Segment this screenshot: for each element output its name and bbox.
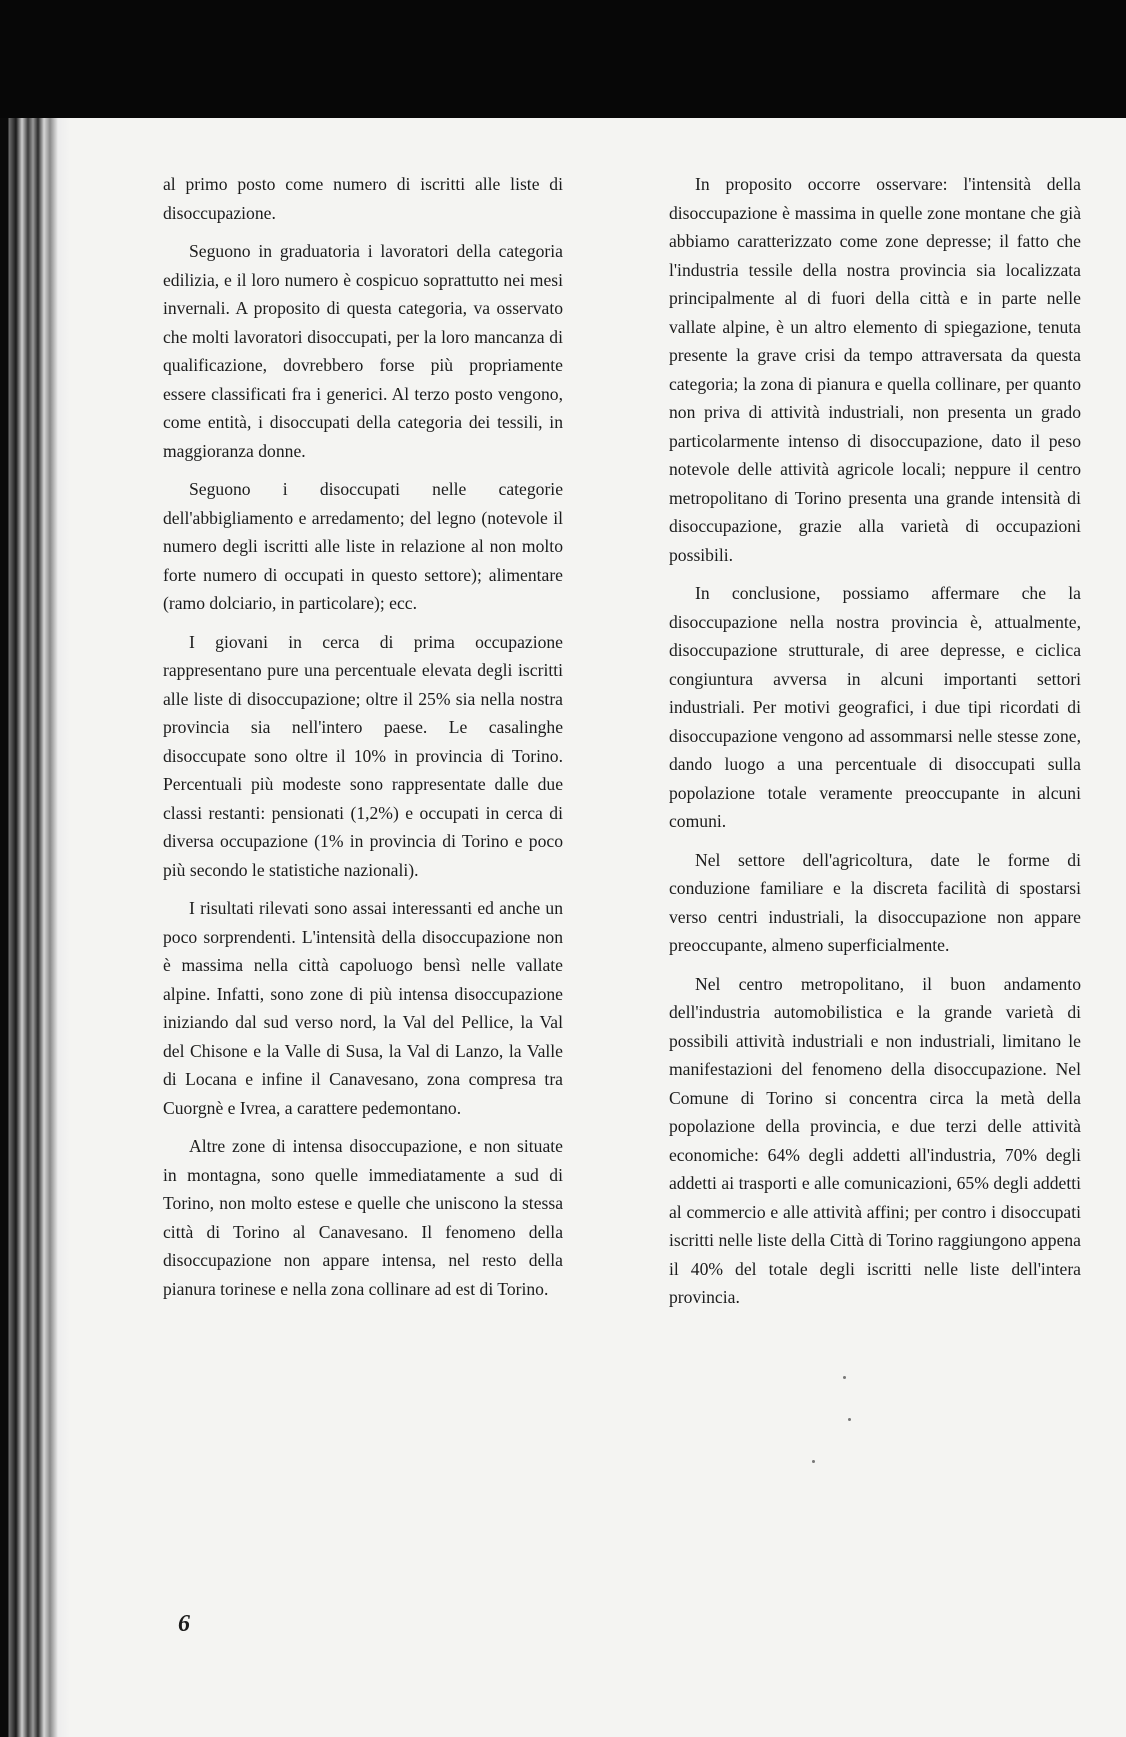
paragraph: Nel settore dell'agricoltura, date le forme di conduzione familiare e la discreta facilità di spostarsi verso centri industriali, la disoccupazione non appare preoccupante, almeno superficialmente. xyxy=(669,849,1081,955)
right-text-column xyxy=(669,170,1081,1322)
paragraph: I risultati rilevati sono assai interessanti ed anche un poco sorprendenti. L'intensità della disoccupazione non è massima nella città capoluogo bensì nelle vallate alpine. Infatti, sono zone di più intensa disoccupazione iniziando dal sud verso nord, la Val del Pellice, la Val del Chisone e la Valle di Susa, la Val di Lanzo, la Valle di Locana e infine il Canavesano, zona compresa tra Cuorgnè e Ivrea, a carattere pedemontano. xyxy=(163,898,563,1118)
paragraph: In proposito occorre osservare: l'intensità della disoccupazione è massima in quelle zone montane che già abbiamo caratterizzato come zone depresse; il fatto che l'industria tessile della nostra provincia sia localizzata principalmente al di fuori della città e in parte nelle vallate alpine, è un altro elemento di spiegazione, tenuta presente la grave crisi da tempo attraversata da questa categoria; la zona di pianura e quella collinare, per quanto non priva di attività industriali, non presenta un grado particolarmente intenso di disoccupazione, dato il peso notevole delle attività agricole locali; neppure il centro metropolitano di Torino presenta una grande intensità di disoccupazione, grazie alla varietà di occupazioni possibili. xyxy=(669,174,1081,565)
scan-top-border xyxy=(0,0,1126,118)
paragraph: al primo posto come numero di iscritti alle liste di disoccupazione. xyxy=(163,174,563,223)
book-binding-edge xyxy=(0,118,70,1737)
paragraph: I giovani in cerca di prima occupazione rappresentano pure una percentuale elevata degli iscritti alle liste di disoccupazione; oltre il 25% sia nella nostra provincia sia nell'intero paese. Le casalinghe disoccupate sono oltre il 10% in provincia di Torino. Percentuali più modeste sono rappresentate dalle due classi restanti: pensionati (1,2%) e occupati in cerca di diversa occupazione (1% in provincia di Torino e poco più secondo le statistiche nazionali). xyxy=(163,631,563,880)
scan-speck xyxy=(848,1418,851,1421)
paragraph: Seguono in graduatoria i lavoratori della categoria edilizia, e il loro numero è cospicuo soprattutto nei mesi invernali. A proposito di questa categoria, va osservato che molti lavoratori disoccupati, per la loro mancanza di qualificazione, dovrebbero forse più propriamente essere classificati fra i generici. Al terzo posto vengono, come entità, i disoccupati della categoria dei tessili, in maggioranza donne. xyxy=(163,241,563,461)
scan-speck xyxy=(843,1376,846,1379)
paragraph: Seguono i disoccupati nelle categorie dell'abbigliamento e arredamento; del legno (notevole il numero degli iscritti alle liste in relazione al non molto forte numero di occupati in questo settore); alimentare (ramo dolciario, in particolare); ecc. xyxy=(163,479,563,613)
paragraph: Nel centro metropolitano, il buon andamento dell'industria automobilistica e la grande varietà di possibili attività industriali e non industriali, limitano le manifestazioni del fenomeno della disoccupazione. Nel Comune di Torino si concentra circa la metà della popolazione della provincia, e due terzi delle attività economiche: 64% degli addetti all'industria, 70% degli addetti ai trasporti e alle comunicazioni, 65% degli addetti al commercio e alle attività affini; per contro i disoccupati iscritti nelle liste della Città di Torino raggiungono appena il 40% del totale degli iscritti nelle liste dell'intera provincia. xyxy=(669,973,1081,1307)
paragraph: Altre zone di intensa disoccupazione, e non situate in montagna, sono quelle immediatamente a sud di Torino, non molto estese e quelle che uniscono la stessa città di Torino al Canavesano. Il fenomeno della disoccupazione non appare intensa, nel resto della pianura torinese e nella zona collinare ad est di Torino. xyxy=(163,1136,563,1299)
page-number: 6 xyxy=(178,1611,190,1637)
left-text-column xyxy=(163,170,563,1313)
paragraph: In conclusione, possiamo affermare che la disoccupazione nella nostra provincia è, attualmente, disoccupazione strutturale, di aree depresse, e ciclica congiuntura avversa in alcuni importanti settori industriali. Per motivi geografici, i due tipi ricordati di disoccupazione vengono ad assommarsi nelle stesse zone, dando luogo a una percentuale di disoccupati sulla popolazione totale veramente preoccupante in alcuni comuni. xyxy=(669,583,1081,831)
scan-speck xyxy=(812,1460,815,1463)
